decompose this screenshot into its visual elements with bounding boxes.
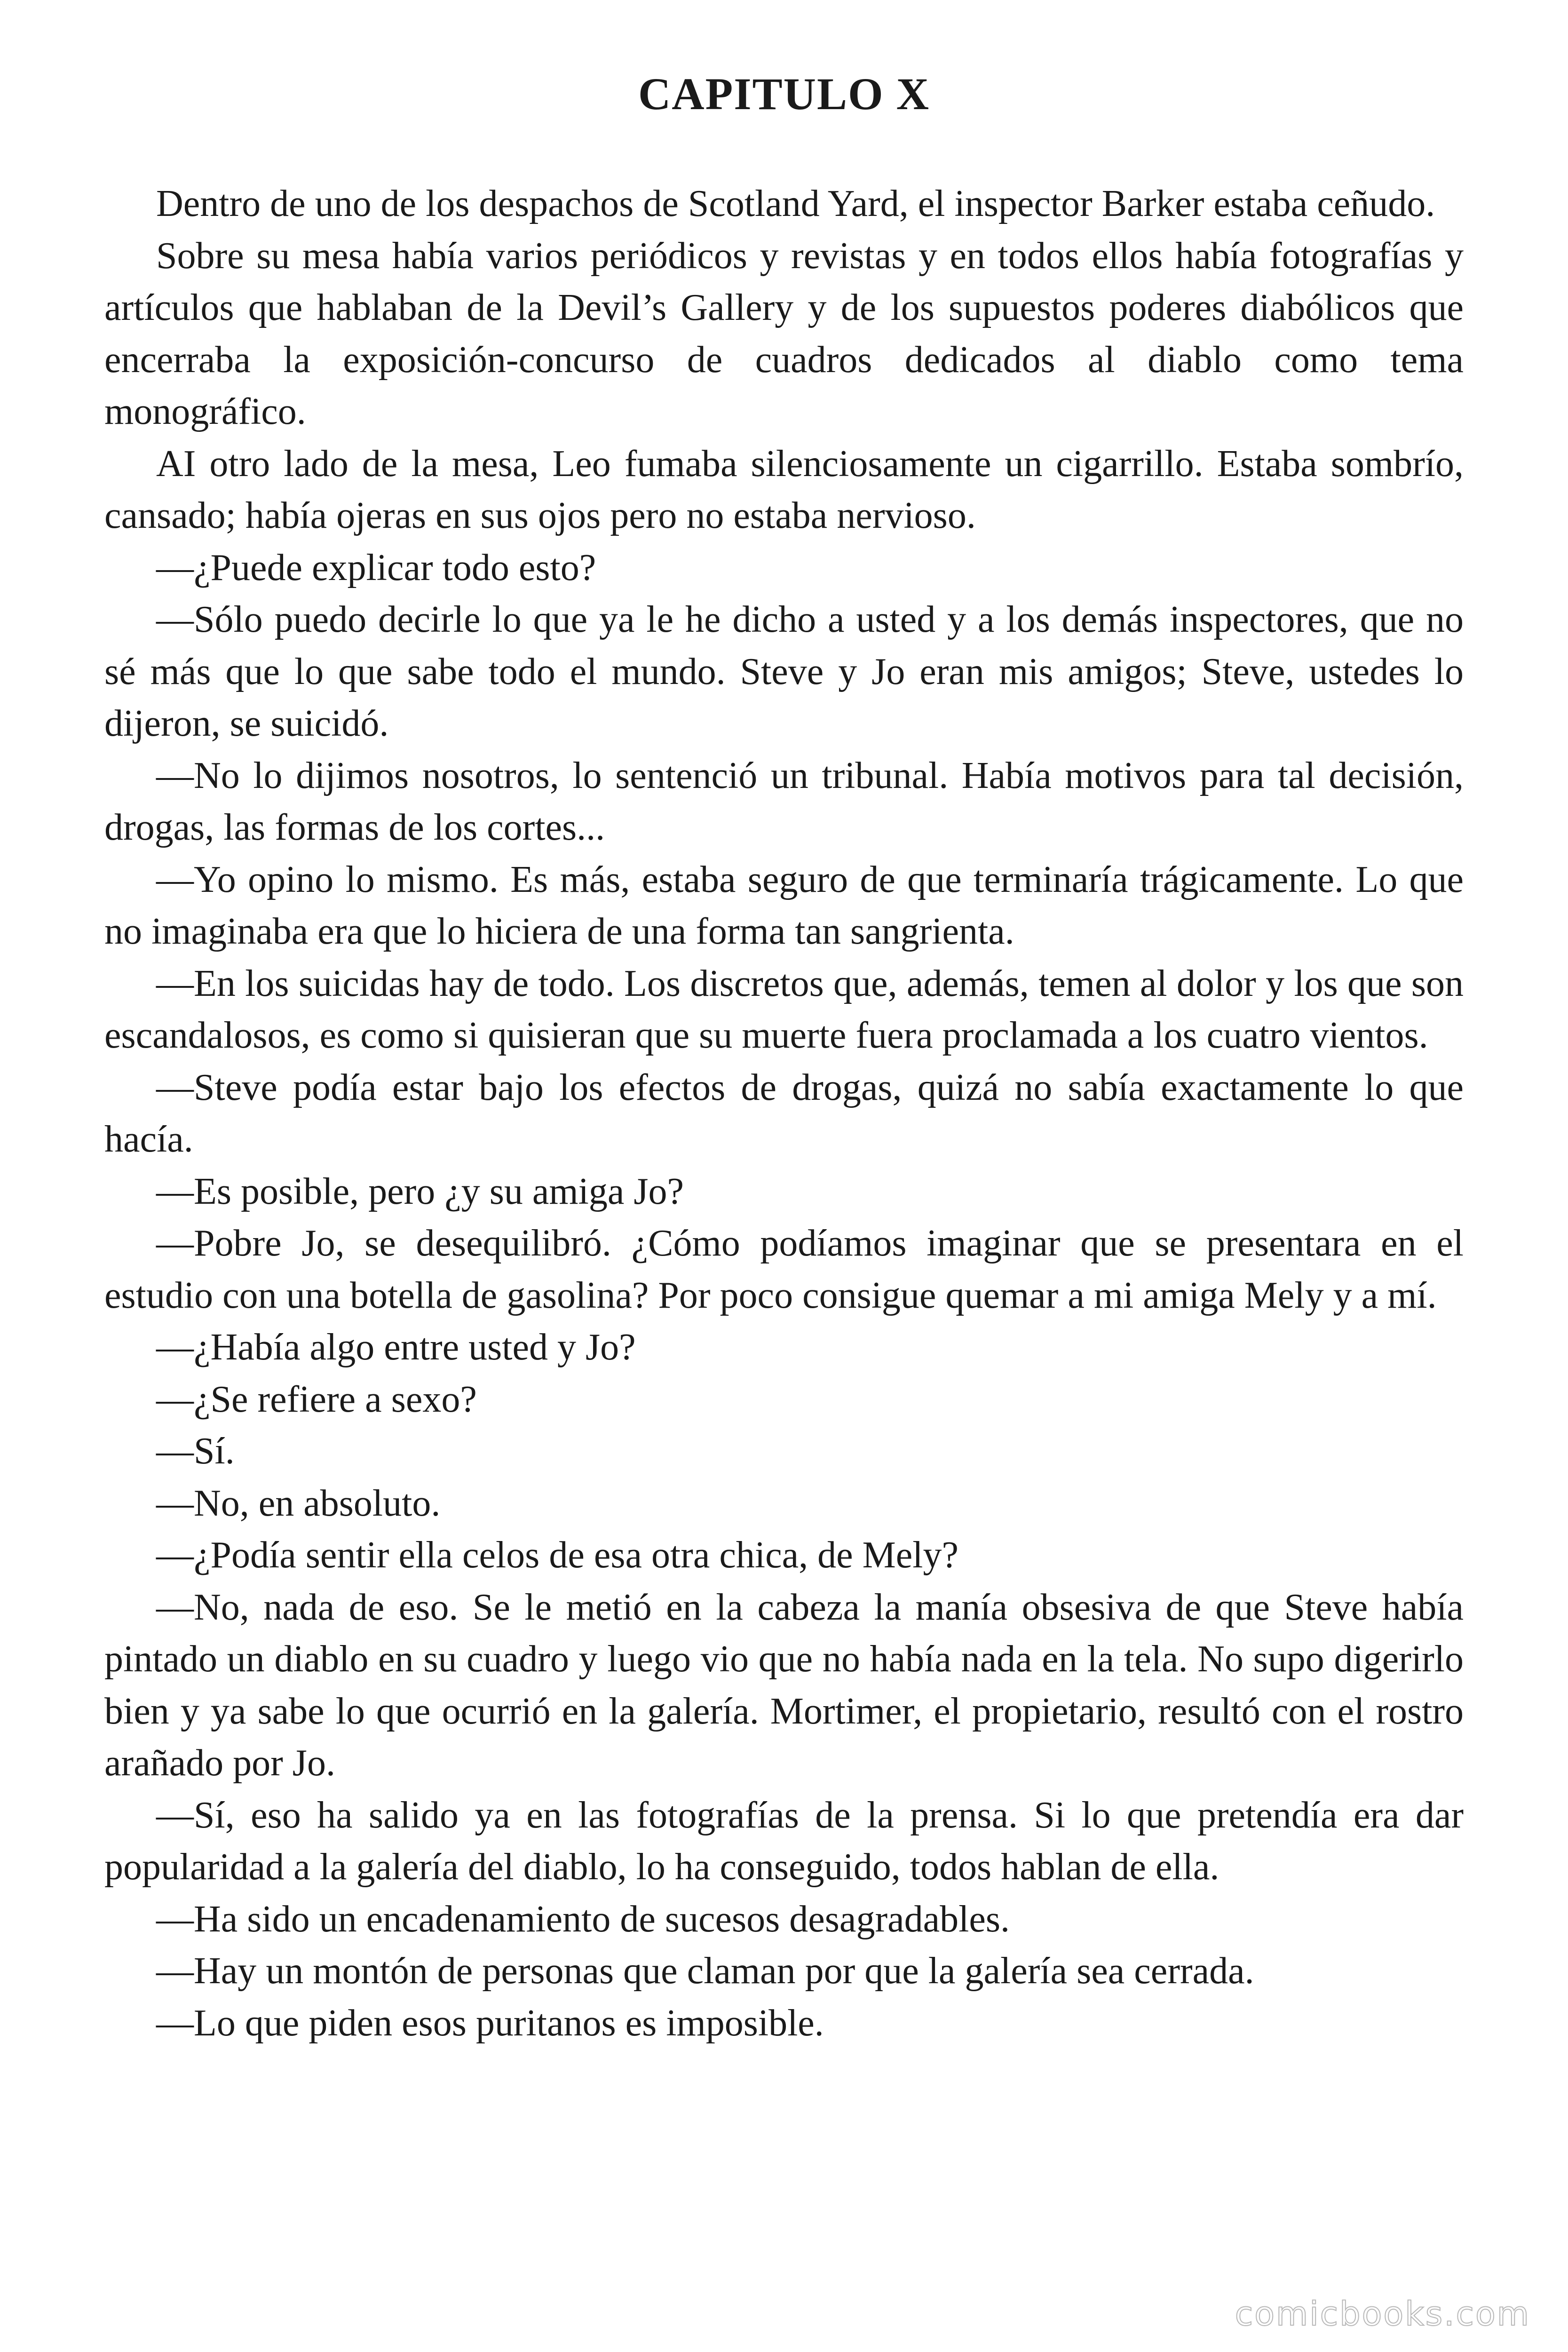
paragraph: AI otro lado de la mesa, Leo fumaba silenciosamente un cigarrillo. Estaba sombrío, cansado; había ojeras en sus ojos pero no estaba nervioso. [104,443,1464,536]
paragraph: —¿Puede explicar todo esto? [156,547,596,588]
paragraph: —Ha sido un encadenamiento de sucesos desagradables. [156,1898,1010,1940]
paragraph: —¿Se refiere a sexo? [156,1378,477,1420]
paragraph: —Sí. [156,1430,235,1472]
paragraph: —No lo dijimos nosotros, lo sentenció un tribunal. Había motivos para tal decisión, drogas, las formas de los cortes... [104,755,1464,848]
paragraph: —Sólo puedo decirle lo que ya le he dicho a usted y a los demás inspectores, que no sé más que lo que sabe todo el mundo. Steve y Jo eran mis amigos; Steve, ustedes lo dijeron, se suicidó. [104,599,1464,744]
paragraph: —¿Podía sentir ella celos de esa otra chica, de Mely? [156,1534,958,1576]
paragraph: —Steve podía estar bajo los efectos de drogas, quizá no sabía exactamente lo que hacía. [104,1066,1464,1160]
paragraph: —No, nada de eso. Se le metió en la cabeza la manía obsesiva de que Steve había pintado un diablo en su cuadro y luego vio que no había nada en la tela. No supo digerirlo bien y ya sabe lo que ocurrió en la galería. Mortimer, el propietario, resultó con el rostro arañado por Jo. [104,1586,1464,1784]
paragraph: —Sí, eso ha salido ya en las fotografías de la prensa. Si lo que pretendía era dar popularidad a la galería del diablo, lo ha conseguido, todos hablan de ella. [104,1794,1464,1888]
chapter-title: CAPITULO X [638,69,930,119]
watermark: comicbooks.com [1235,2295,1530,2333]
paragraph: Dentro de uno de los despachos de Scotland Yard, el inspector Barker estaba ceñudo. [156,183,1435,224]
paragraph: —Hay un montón de personas que claman por que la galería sea cerrada. [156,1950,1254,1992]
paragraph: —¿Había algo entre usted y Jo? [156,1327,636,1368]
paragraph: —No, en absoluto. [156,1482,441,1524]
paragraph: —Pobre Jo, se desequilibró. ¿Cómo podíamos imaginar que se presentara en el estudio con una botella de gasolina? Por poco consigue quemar a mi amiga Mely y a mí. [104,1223,1464,1316]
paragraph: —En los suicidas hay de todo. Los discretos que, además, temen al dolor y los que son escandalosos, es como si quisieran que su muerte fuera proclamada a los cuatro vientos. [104,962,1464,1056]
paragraph: —Yo opino lo mismo. Es más, estaba seguro de que terminaría trágicamente. Lo que no imaginaba era que lo hiciera de una forma tan sangrienta. [104,858,1464,952]
paragraph: Sobre su mesa había varios periódicos y revistas y en todos ellos había fotografías y artículos que hablaban de la Devil’s Gallery y de los supuestos poderes diabólicos que encerraba la exposición-concurso de cuadros dedicados al diablo como tema monográfico. [104,235,1464,432]
paragraph: —Lo que piden esos puritanos es imposible. [156,2002,824,2044]
chapter-body [104,178,1464,2049]
paragraph: —Es posible, pero ¿y su amiga Jo? [156,1170,684,1212]
